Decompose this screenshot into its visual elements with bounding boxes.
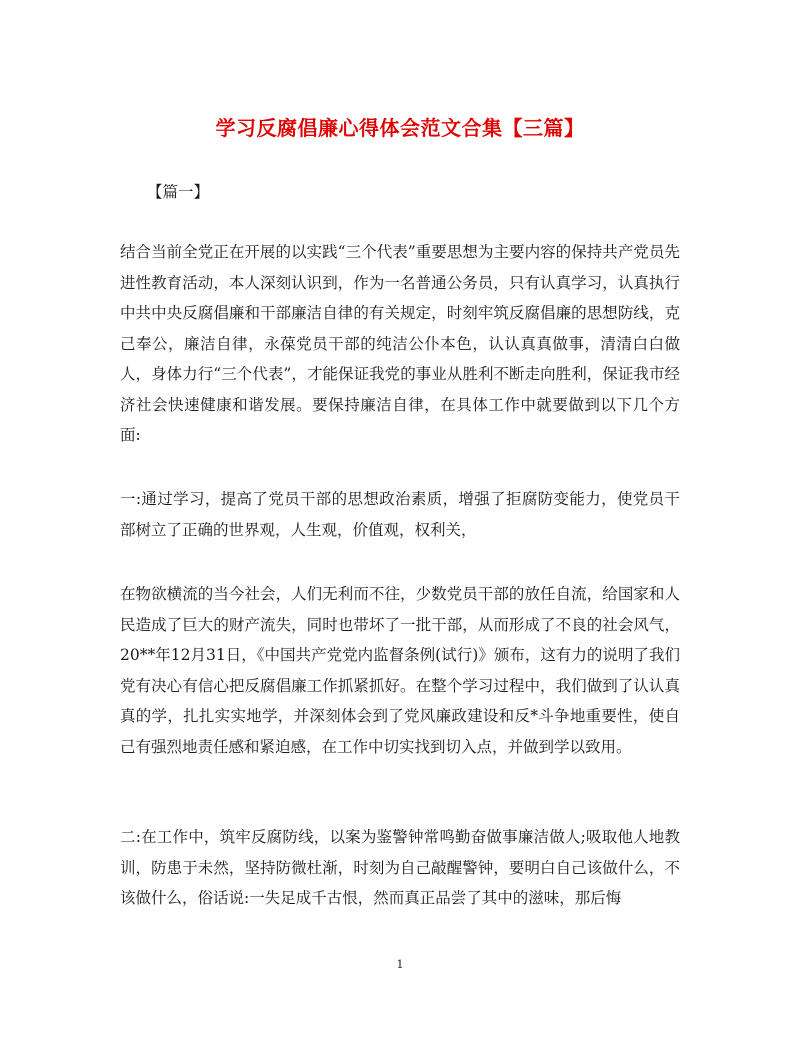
body-paragraph-4: 二:在工作中，筑牢反腐防线，以案为鉴警钟常鸣勤奋做事廉洁做人;吸取他人地教训，防患于未然，坚持防微杜渐，时刻为自己敲醒警钟，要明白自己该做什么，不该做什么，俗话说:一失足成千古恨，然而真正品尝了其中的滋味，那后悔 (120, 828, 680, 907)
section-heading: 【篇一】 (147, 183, 210, 201)
body-paragraph-2: 一:通过学习，提高了党员干部的思想政治素质，增强了拒腐防变能力，使党员干部树立了正确的世界观，人生观，价值观，权利关， (120, 490, 680, 539)
body-paragraph-3: 在物欲横流的当今社会，人们无利而不往，少数党员干部的放任自流，给国家和人民造成了巨大的财产流失，同时也带坏了一批干部，从而形成了不良的社会风气，20**年12月31日，《中国共产党党内监督条例(试行)》颁布，这有力的说明了我们党有决心有信心把反腐倡廉工作抓紧抓好。在整个学习过程中，我们做到了认认真真的学，扎扎实实地学，并深刻体会到了党风廉政建设和反*斗争地重要性，使自己有强烈地责任感和紧迫感，在工作中切实找到切入点，并做到学以致用。 (120, 585, 680, 756)
page-number: 1 (396, 958, 404, 971)
document-title: 学习反腐倡廉心得体会范文合集【三篇】 (215, 116, 585, 140)
body-paragraph-1: 结合当前全党正在开展的以实践“三个代表”重要思想为主要内容的保持共产党员先进性教育活动，本人深刻认识到，作为一名普通公务员，只有认真学习，认真执行中共中央反腐倡廉和干部廉洁自律的有关规定，时刻牢筑反腐倡廉的思想防线，克己奉公，廉洁自律，永葆党员干部的纯洁公仆本色，认认真真做事，清清白白做人，身体力行“三个代表”，才能保证我党的事业从胜利不断走向胜利，保证我市经济社会快速健康和谐发展。要保持廉洁自律，在具体工作中就要做到以下几个方面: (120, 243, 680, 444)
